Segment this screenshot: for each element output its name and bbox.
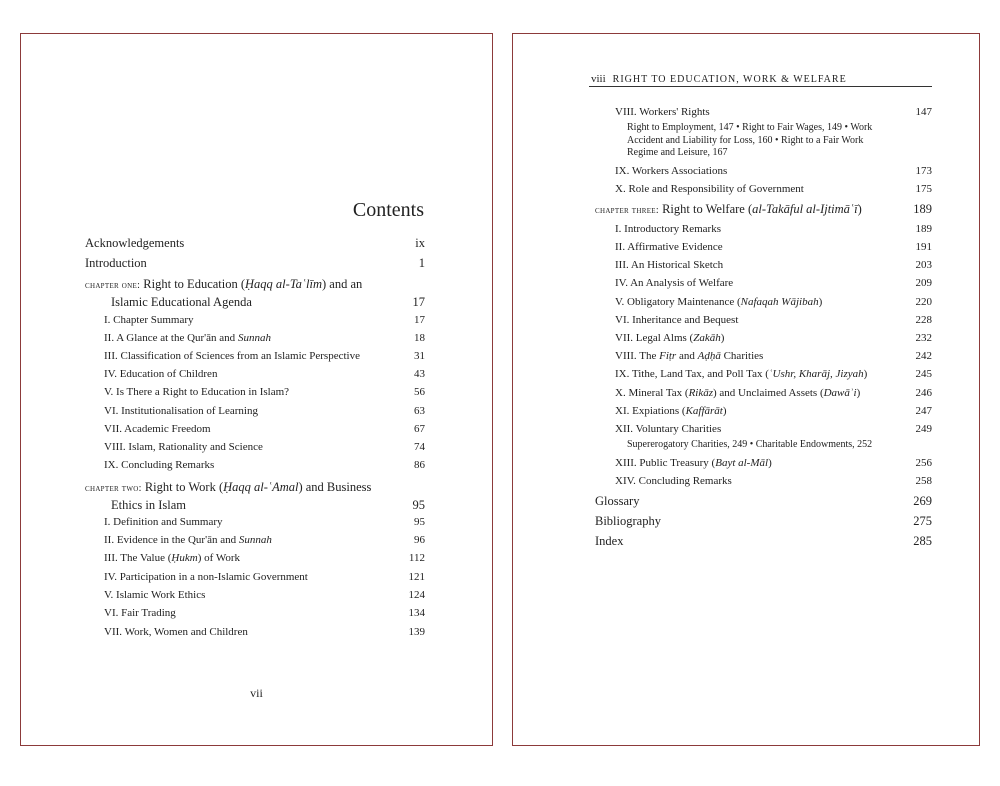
toc-entry-glossary[interactable]: Glossary 269 [595,494,932,508]
toc-item[interactable]: V. Is There a Right to Education in Islam? 56 [104,386,425,398]
toc-chapter-two[interactable]: chapter two: Right to Work (Ḥaqq al-ʿAmal) and Business Ethics in Islam 95 [85,480,425,512]
toc-item[interactable]: I. Definition and Summary 95 [104,516,425,528]
toc-item[interactable]: VII. Academic Freedom 67 [104,423,425,435]
toc-item[interactable]: III. The Value (Ḥukm) of Work 112 [104,552,425,564]
toc-item[interactable]: II. A Glance at the Qur'ān and Sunnah 18 [104,332,425,344]
right-page [512,33,980,746]
toc-item[interactable]: IV. An Analysis of Welfare 209 [615,277,932,289]
toc-subitems: Right to Employment, 147 • Right to Fair Wages, 149 • Work Accident and Liability for Loss, 160 • Right to a Fair Work Regime and Leisure, 167 [627,122,873,158]
toc-item[interactable]: VI. Inheritance and Bequest 228 [615,314,932,326]
toc-item[interactable]: I. Introductory Remarks 189 [615,223,932,235]
toc-item[interactable]: X. Mineral Tax (Rikāz) and Unclaimed Assets (Dawāʾi) 246 [615,387,932,399]
running-head [591,73,931,85]
toc-item[interactable]: VII. Work, Women and Children 139 [104,626,425,638]
toc-item[interactable]: VIII. The Fiṭr and Aḍḥā Charities 242 [615,350,932,362]
toc-item[interactable]: III. Classification of Sciences from an Islamic Perspective 31 [104,350,425,362]
running-page-number: viii [591,73,606,85]
toc-item[interactable]: XIII. Public Treasury (Bayt al-Māl) 256 [615,457,932,469]
toc-item[interactable]: VIII. Islam, Rationality and Science 74 [104,441,425,453]
toc-item[interactable]: II. Evidence in the Qur'ān and Sunnah 96 [104,534,425,546]
running-title: RIGHT TO EDUCATION, WORK & WELFARE [612,74,847,85]
toc-item[interactable]: VIII. Workers' Rights 147 [615,106,932,118]
page-number: vii [250,686,263,700]
toc-item[interactable]: V. Islamic Work Ethics 124 [104,589,425,601]
left-page [20,33,493,746]
toc-item[interactable]: IX. Tithe, Land Tax, and Poll Tax (ʿUshr, Kharāj, Jizyah) 245 [615,368,932,380]
contents-title: Contents [352,199,424,221]
toc-item[interactable]: V. Obligatory Maintenance (Nafaqah Wājibah) 220 [615,296,932,308]
running-head-rule [589,86,932,87]
toc-item[interactable]: XI. Expiations (Kaffārāt) 247 [615,405,932,417]
toc-entry-introduction[interactable]: Introduction 1 [85,256,425,270]
toc-item[interactable]: VI. Fair Trading 134 [104,607,425,619]
toc-entry-index[interactable]: Index 285 [595,534,932,548]
toc-item[interactable]: I. Chapter Summary 17 [104,314,425,326]
toc-item[interactable]: II. Affirmative Evidence 191 [615,241,932,253]
toc-item[interactable]: IV. Participation in a non-Islamic Government 121 [104,571,425,583]
toc-item[interactable]: IX. Concluding Remarks 86 [104,459,425,471]
toc-item[interactable]: XII. Voluntary Charities 249 [615,423,932,435]
toc-item[interactable]: X. Role and Responsibility of Government 175 [615,183,932,195]
toc-item[interactable]: III. An Historical Sketch 203 [615,259,932,271]
toc-chapter-one[interactable]: chapter one: Right to Education (Ḥaqq al-Taʿlīm) and an Islamic Educational Agenda 17 [85,277,425,309]
toc-chapter-three[interactable]: chapter three: Right to Welfare (al-Takāful al-Ijtimāʿī) 189 [595,202,932,216]
toc-entry-acknowledgements[interactable]: Acknowledgements ix [85,236,425,250]
toc-entry-bibliography[interactable]: Bibliography 275 [595,514,932,528]
toc-item[interactable]: IX. Workers Associations 173 [615,165,932,177]
toc-item[interactable]: VI. Institutionalisation of Learning 63 [104,405,425,417]
toc-item[interactable]: VII. Legal Alms (Zakāh) 232 [615,332,932,344]
toc-subitems: Supererogatory Charities, 249 • Charitable Endowments, 252 [627,439,873,450]
toc-item[interactable]: XIV. Concluding Remarks 258 [615,475,932,487]
toc-item[interactable]: IV. Education of Children 43 [104,368,425,380]
